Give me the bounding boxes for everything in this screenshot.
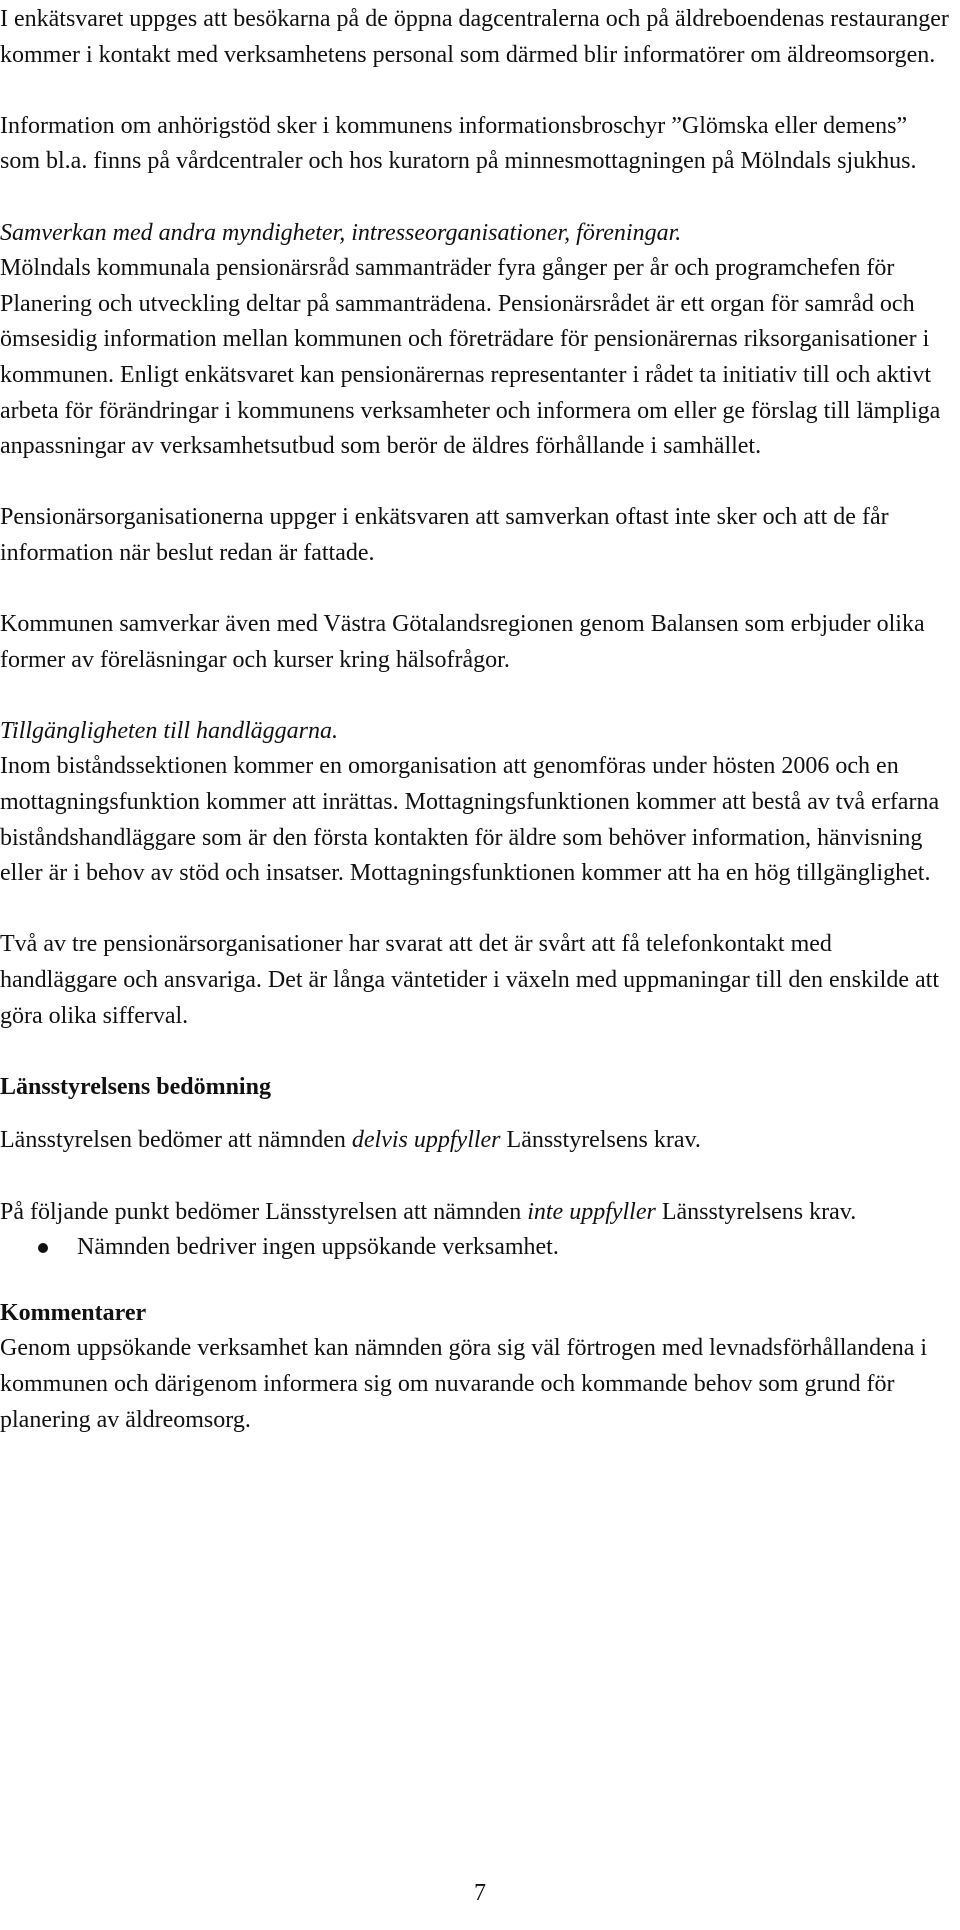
bullet-icon bbox=[38, 1243, 48, 1253]
bullet-list bbox=[0, 1230, 950, 1266]
paragraph-anhorigstod: Information om anhörigstöd sker i kommunens informationsbroschyr ”Glömska eller demens” som bl.a. finns på vårdcentraler och hos kuratorn på minnesmottagningen på Mölndals sjukhus. bbox=[0, 112, 917, 175]
heading-samverkan: Samverkan med andra myndigheter, intresseorganisationer, föreningar. bbox=[0, 219, 682, 246]
heading-kommentarer: Kommentarer bbox=[0, 1299, 147, 1326]
bedomning-text-before-2: På följande punkt bedömer Länsstyrelsen att nämnden bbox=[0, 1198, 528, 1225]
bedomning-text-after: Länsstyrelsens krav. bbox=[500, 1127, 701, 1154]
bedomning-text-before: Länsstyrelsen bedömer att nämnden bbox=[0, 1127, 352, 1154]
bedomning-emphasis-inte: inte uppfyller bbox=[527, 1198, 656, 1225]
paragraph-pensionarsorganisationer: Pensionärsorganisationerna uppger i enkätsvaren att samverkan oftast inte sker och att de får information när beslut redan är fattade. bbox=[0, 504, 889, 566]
page-number: 7 bbox=[474, 1880, 486, 1906]
bullet-item bbox=[0, 1230, 950, 1266]
document-body bbox=[0, 2, 950, 1438]
paragraph-kommentarer: Genom uppsökande verksamhet kan nämnden göra sig väl förtrogen med levnadsförhållandena i kommunen och därigenom informera sig om nuvarande och kommande behov som grund för planering av äldreomsorg. bbox=[0, 1335, 928, 1433]
paragraph-mottagningsfunktion: Inom biståndssektionen kommer en omorganisation att genomföras under hösten 2006 och en mottagningsfunktion kommer att inrättas. Mottagningsfunktionen kommer att bestå av två erfarna biståndshandläggare som är den första kontakten för äldre som behöver information, hänvisning eller är i behov av stöd och insatser. Mottagningsfunktionen kommer att ha en hög tillgänglighet. bbox=[0, 753, 940, 887]
heading-lansstyrelsens-bedomning: Länsstyrelsens bedömning bbox=[0, 1073, 271, 1100]
paragraph-telefonkontakt: Två av tre pensionärsorganisationer har svarat att det är svårt att få telefonkontakt med handläggare och ansvariga. Det är långa väntetider i växeln med uppmaningar till den enskilde att göra olika sifferval. bbox=[0, 931, 939, 1029]
heading-tillganglighet: Tillgängligheten till handläggarna. bbox=[0, 717, 339, 744]
paragraph-enkatsvaret: I enkätsvaret uppges att besökarna på de öppna dagcentralerna och på äldreboendenas restauranger kommer i kontakt med verksamhetens personal som därmed blir informatörer om äldreomsorgen. bbox=[0, 6, 949, 68]
paragraph-vastra-gotaland: Kommunen samverkar även med Västra Götalandsregionen genom Balansen som erbjuder olika former av föreläsningar och kurser kring hälsofrågor. bbox=[0, 611, 925, 673]
bedomning-text-after-2: Länsstyrelsens krav. bbox=[655, 1198, 857, 1225]
paragraph-pensionarsrad: Mölndals kommunala pensionärsråd sammanträder fyra gånger per år och programchefen för Planering och utveckling deltar på sammanträdena. Pensionärsrådet är ett organ för samråd och ömsesidig information mellan kommunen och företrädare för pensionärernas riksorganisationer i kommunen. Enligt enkätsvaret kan pensionärernas representanter i rådet ta initiativ till och aktivt arbeta för förändringar i kommunens verksamheter och informera om eller ge förslag till lämpliga anpassningar av verksamhetsutbud som berör de äldres förhållande i samhället. bbox=[0, 255, 941, 460]
paragraph-bedomning-delvis bbox=[0, 1123, 950, 1159]
bullet-text: Nämnden bedriver ingen uppsökande verksamhet. bbox=[77, 1234, 559, 1261]
bedomning-emphasis-delvis: delvis uppfyller bbox=[351, 1127, 501, 1154]
paragraph-bedomning-inte bbox=[0, 1195, 950, 1231]
